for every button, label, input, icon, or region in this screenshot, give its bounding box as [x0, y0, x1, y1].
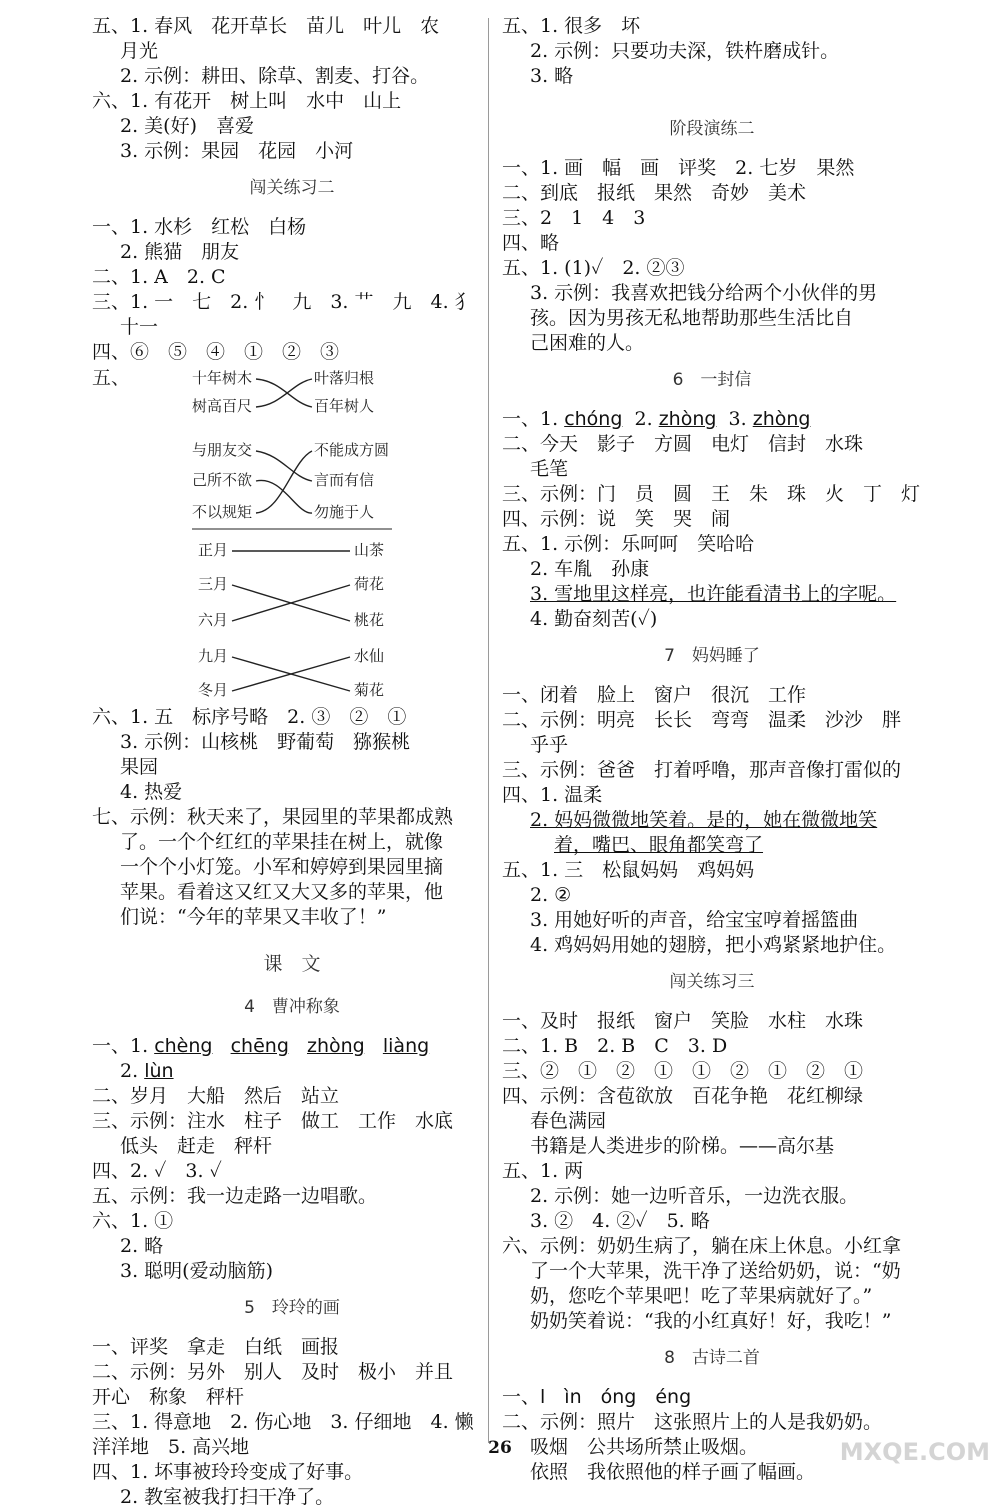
section-heading: 8 古诗二首: [664, 1348, 760, 1368]
right-section-6: [502, 1385, 922, 1485]
page-number: 26: [488, 1438, 512, 1458]
left-section-2: [92, 215, 492, 365]
section-heading: 4 曹冲称象: [244, 997, 340, 1017]
answer-line: 3. 雪地里这样亮，也许能看清书上的字呢。: [530, 583, 897, 605]
match-left-item: 十年树木: [192, 369, 253, 387]
answer-line: 七、示例：秋天来了，果园里的苹果都成熟: [92, 806, 454, 828]
right-section-5: [502, 1009, 922, 1334]
pinyin-line: [92, 1034, 492, 1059]
answer-line: 4. 勤奋刻苦(✓): [530, 608, 658, 630]
answer-line: 书籍是人类进步的阶梯。——高尔基: [530, 1135, 835, 1157]
answer-line: 五、1. 春风 花开草长 苗儿 叶儿 农: [92, 15, 440, 37]
pinyin-line: [502, 407, 922, 432]
answer-line: 着，嘴巴、眼角都笑弯了: [554, 834, 764, 856]
left-section-4: [92, 1034, 492, 1284]
answer-line: 二、到底 报纸 果然 奇妙 美术: [502, 182, 807, 204]
question-number: 3.: [728, 408, 747, 430]
answer-line: 二、1. B 2. B C 3. D: [502, 1035, 728, 1057]
unit-label: 课 文: [263, 953, 321, 975]
answer-line: 2. 车胤 孙康: [530, 558, 650, 580]
right-section-4: [502, 683, 922, 958]
match-right-item: 言而有信: [314, 471, 375, 489]
answer-line: 4. 鸡妈妈用她的翅膀，把小鸡紧紧地护住。: [530, 934, 897, 956]
section-heading: 5 玲玲的画: [244, 1298, 340, 1318]
pinyin-answer: zhòng: [307, 1035, 365, 1057]
match-right-item: 荷花: [354, 575, 385, 593]
answer-line: 2. 略: [120, 1235, 164, 1257]
section-heading: 阶段演练二: [669, 119, 755, 139]
left-section-1: [92, 14, 492, 164]
pinyin-answer: chèng: [154, 1035, 213, 1057]
answer-line: 2. 美(好) 喜爱: [120, 115, 254, 137]
answer-line: 二、1. A 2. C: [92, 266, 226, 288]
left-section-3: [92, 705, 492, 930]
match-right-item: 勿施于人: [314, 503, 375, 521]
answer-line: 毛笔: [530, 458, 569, 480]
match-lines: [92, 365, 492, 531]
answer-line: 3. 略: [530, 65, 574, 87]
question-number: 一、1.: [502, 408, 559, 430]
answer-line: 孩。因为男孩无私地帮助那些生活比自: [530, 307, 854, 329]
answer-line: 2. 教室被我打扫干净了。: [120, 1486, 335, 1508]
answer-line: 月光: [120, 40, 159, 62]
right-section-2: [502, 156, 922, 356]
answer-line: 一、闭着 脸上 窗户 很沉 工作: [502, 684, 807, 706]
answer-line: 一、评奖 拿走 白纸 画报: [92, 1336, 340, 1358]
answer-line: 十一: [120, 316, 159, 338]
answer-line: 五、1. 两: [502, 1160, 584, 1182]
answer-line: 2. 示例：耕田、除草、割麦、打谷。: [120, 65, 430, 87]
answer-line: 3. 聪明(爱动脑筋): [120, 1260, 273, 1282]
right-column: [502, 14, 922, 1485]
answer-line: 五、1. 示例：乐呵呵 笑哈哈: [502, 533, 755, 555]
answer-line: 洋洋地 5. 高兴地: [92, 1436, 250, 1458]
match-lines: [92, 531, 492, 705]
question-number: 2.: [120, 1060, 139, 1082]
answer-line: 六、1. 五 标序号略 2. ③ ② ①: [92, 706, 407, 728]
match-line: [256, 480, 312, 513]
answer-line: 四、⑥ ⑤ ④ ① ② ③: [92, 341, 340, 363]
pinyin-answer: chēng: [230, 1035, 289, 1057]
section-heading: 闯关练习三: [669, 972, 755, 992]
watermark-logo: MXQE.COM: [839, 1438, 990, 1466]
answer-line: 六、示例：奶奶生病了，躺在床上休息。小红拿: [502, 1235, 902, 1257]
left-column: [92, 14, 492, 1510]
answer-line: 四、1. 坏事被玲玲变成了好事。: [92, 1461, 364, 1483]
match-line: [256, 379, 312, 407]
answer-line: 3. 示例：我喜欢把钱分给两个小伙伴的男: [530, 282, 878, 304]
answer-line: 四、略: [502, 232, 560, 254]
answer-line: 苹果。看着这又红又大又多的苹果，他: [120, 881, 444, 903]
answer-line: 吸烟 公共场所禁止吸烟。: [530, 1436, 759, 1458]
pinyin-answer: lùn: [144, 1060, 174, 1082]
section-heading: 闯关练习二: [249, 178, 335, 198]
match-left-item: 正月: [198, 541, 229, 559]
match-left-item: 与朋友交: [192, 441, 253, 459]
pinyin-line: [92, 1059, 492, 1084]
answer-line: 三、1. 一 七 2. 忄 九 3. 艹 九 4. 犭: [92, 291, 474, 313]
match-line: [256, 451, 312, 481]
answer-line: 低头 赶走 秤杆: [120, 1135, 273, 1157]
match-right-item: 山茶: [354, 541, 385, 559]
section-heading: 7 妈妈睡了: [664, 646, 760, 666]
answer-line: 一、1. 画 幅 画 评奖 2. 七岁 果然: [502, 157, 855, 179]
answer-line: 六、1. ①: [92, 1210, 174, 1232]
answer-line: 二、示例：另外 别人 及时 极小 并且: [92, 1361, 454, 1383]
answer-line: 一个个小灯笼。小军和婷婷到果园里摘: [120, 856, 444, 878]
answer-line: 3. 示例：果园 花园 小河: [120, 140, 354, 162]
answer-line: 五、1. 很多 坏: [502, 15, 641, 37]
question-number: 五、: [92, 367, 131, 389]
match-left-item: 六月: [198, 611, 229, 629]
match-left-item: 三月: [198, 575, 229, 593]
answer-line: 2. ②: [530, 884, 572, 906]
match-left-item: 冬月: [198, 681, 229, 699]
answer-line: 乎乎: [530, 734, 569, 756]
section-heading: 6 一封信: [672, 370, 752, 390]
answer-line: 了一个大苹果，洗干净了送给奶奶，说：“奶: [530, 1260, 901, 1282]
match-left-item: 九月: [198, 647, 229, 665]
answer-line: 3. 示例：山核桃 野葡萄 猕猴桃: [120, 731, 411, 753]
answer-line: 二、岁月 大船 然后 站立: [92, 1085, 340, 1107]
answer-line: 五、1. (1)✓ 2. ②③: [502, 257, 685, 279]
answer-line: 了。一个个红红的苹果挂在树上，就像: [120, 831, 444, 853]
pinyin-answer: zhòng: [752, 408, 811, 430]
answer-line: 二、示例：明亮 长长 弯弯 温柔 沙沙 胖: [502, 709, 902, 731]
answer-line: 四、2. ✓ 3. ✓: [92, 1160, 222, 1182]
answer-line: 三、1. 得意地 2. 伤心地 3. 仔细地 4. 懒: [92, 1411, 474, 1433]
right-section-3: [502, 407, 922, 632]
pinyin-answer: chóng: [564, 408, 623, 430]
answer-line: 2. 示例：她一边听音乐，一边洗衣服。: [530, 1185, 859, 1207]
answer-line: 奶奶笑着说：“我的小红真好！好，我吃！”: [530, 1310, 892, 1332]
answer-line: 奶，您吃个苹果吧！吃了苹果病就好了。”: [530, 1285, 873, 1307]
answer-line: 2. 示例：只要功夫深，铁杵磨成针。: [530, 40, 840, 62]
answer-line: 二、示例：照片 这张照片上的人是我奶奶。: [502, 1411, 883, 1433]
question-number: 一、1.: [92, 1035, 149, 1057]
question-number: 2.: [634, 408, 653, 430]
answer-line: 六、1. 有花开 树上叫 水中 山上: [92, 90, 402, 112]
pinyin-answer: zhòng: [658, 408, 717, 430]
answer-line: 三、示例：注水 柱子 做工 工作 水底: [92, 1110, 454, 1132]
answer-line: 二、今天 影子 方圆 电灯 信封 水珠: [502, 433, 864, 455]
match-right-item: 百年树人: [314, 397, 375, 415]
match-right-item: 水仙: [354, 647, 385, 665]
answer-line: 三、② ① ② ① ① ② ① ② ①: [502, 1060, 864, 1082]
answer-line: 果园: [120, 756, 159, 778]
answer-line: 4. 热爱: [120, 781, 183, 803]
answer-line: 3. ② 4. ②✓ 5. 略: [530, 1210, 710, 1232]
match-right-item: 不能成方圆: [314, 441, 390, 459]
match-left-item: 不以规矩: [192, 503, 253, 521]
answer-line: 三、示例：爸爸 打着呼噜，那声音像打雷似的: [502, 759, 902, 781]
matching-exercise-proverbs: [92, 365, 492, 531]
question-number: 一、: [502, 1386, 541, 1408]
match-left-item: 树高百尺: [192, 397, 253, 415]
answer-line: 开心 称象 秤杆: [92, 1386, 245, 1408]
answer-line: 2. 熊猫 朋友: [120, 241, 240, 263]
pinyin-answer: l ìn óng éng: [540, 1386, 692, 1408]
answer-line: 们说：“今年的苹果又丰收了！”: [120, 906, 387, 928]
answer-line: 三、示例：门 员 圆 王 朱 珠 火 丁 灯: [502, 483, 921, 505]
answer-line: 四、示例：含苞欲放 百花争艳 花红柳绿: [502, 1085, 864, 1107]
match-right-item: 菊花: [354, 681, 385, 699]
answer-line: 2. 妈妈微微地笑着。是的，她在微微地笑: [530, 809, 878, 831]
answer-line: 五、1. 三 松鼠妈妈 鸡妈妈: [502, 859, 755, 881]
left-section-5: [92, 1335, 492, 1510]
pinyin-line: [502, 1385, 922, 1410]
right-section-1: [502, 14, 922, 89]
answer-line: 三、2 1 4 3: [502, 207, 646, 229]
match-line: [256, 379, 312, 407]
match-line: [256, 451, 312, 513]
match-left-item: 己所不欲: [192, 471, 253, 489]
answer-line: 3. 用她好听的声音，给宝宝哼着摇篮曲: [530, 909, 859, 931]
answer-line: 春色满园: [530, 1110, 607, 1132]
match-right-item: 叶落归根: [314, 369, 375, 387]
match-right-item: 桃花: [354, 611, 385, 629]
answer-line: 四、示例：说 笑 哭 闹: [502, 508, 731, 530]
pinyin-answer: liàng: [382, 1035, 430, 1057]
matching-exercise-months: [92, 531, 492, 705]
answer-line: 四、1. 温柔: [502, 784, 603, 806]
answer-line: 一、1. 水杉 红松 白杨: [92, 216, 307, 238]
answer-line: 一、及时 报纸 窗户 笑脸 水柱 水珠: [502, 1010, 864, 1032]
answer-line: 五、示例：我一边走路一边唱歌。: [92, 1185, 378, 1207]
answer-line: 依照 我依照他的样子画了幅画。: [530, 1461, 816, 1483]
answer-line: 己困难的人。: [530, 332, 645, 354]
